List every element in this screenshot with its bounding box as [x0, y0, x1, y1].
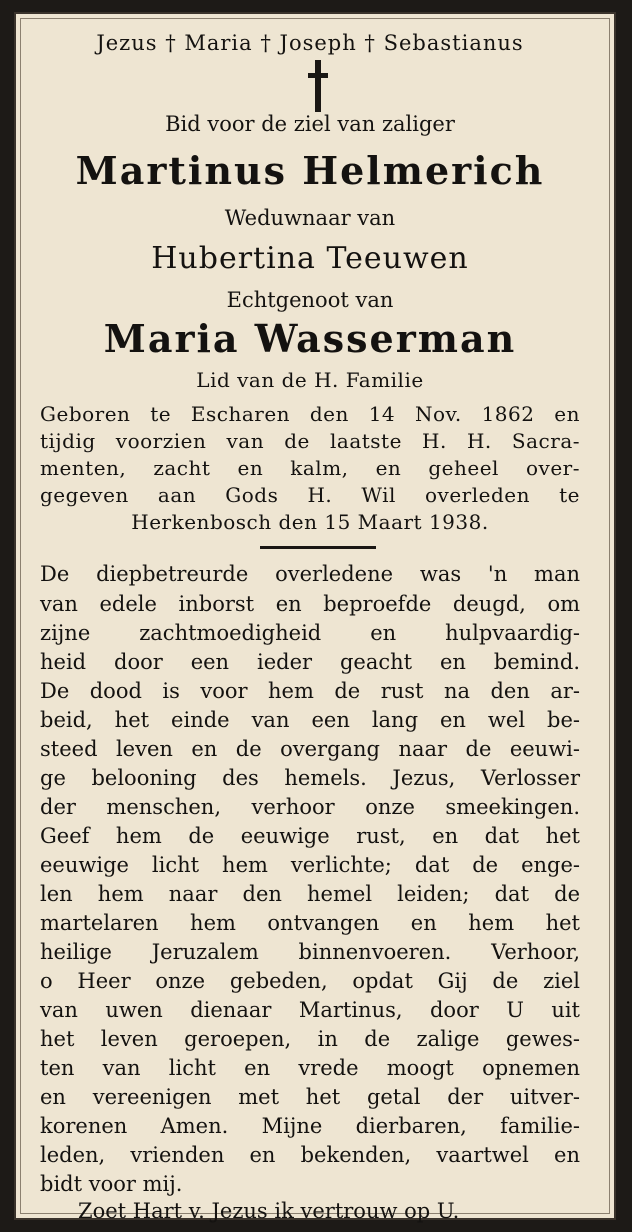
- body-line: steed leven en de overgang naar de eeuwi-: [40, 737, 580, 761]
- body-line: heilige Jeruzalem binnenvoeren. Verhoor,: [40, 940, 580, 964]
- body-line: len hem naar den hemel leiden; dat de: [40, 882, 580, 906]
- body-line: van uwen dienaar Martinus, door U uit: [40, 998, 580, 1022]
- cross-icon: [308, 60, 328, 118]
- body-line: heid door een ieder geacht en bemind.: [40, 650, 580, 674]
- widower-label: Weduwnaar van: [224, 206, 396, 230]
- bio-line: Herkenbosch den 15 Maart 1938.: [131, 510, 489, 534]
- body-line: bidt voor mij.: [40, 1172, 183, 1196]
- prayer-request: Bid voor de ziel van zaliger: [165, 112, 455, 136]
- closing-line: Zoet Hart v. Jezus ik vertrouw op U.: [78, 1199, 460, 1223]
- membership: Lid van de H. Familie: [196, 368, 424, 392]
- body-line: het leven geroepen, in de zalige gewes-: [40, 1027, 580, 1051]
- body-line: o Heer onze gebeden, opdat Gij de ziel: [40, 969, 580, 993]
- body-line: eeuwige licht hem verlichte; dat de enge-: [40, 853, 580, 877]
- body-line: beid, het einde van een lang en wel be-: [40, 708, 580, 732]
- body-line: van edele inborst en beproefde deugd, om: [40, 592, 580, 616]
- body-line: De diepbetreurde overledene was 'n man: [40, 562, 580, 586]
- divider: [260, 546, 376, 549]
- second-wife-name: Maria Wasserman: [103, 316, 517, 361]
- spouse-label: Echtgenoot van: [226, 288, 394, 312]
- bio-line: menten, zacht en kalm, en geheel over-: [40, 456, 580, 480]
- bio-line: Geboren te Escharen den 14 Nov. 1862 en: [40, 402, 580, 426]
- body-line: De dood is voor hem de rust na den ar-: [40, 679, 580, 703]
- bio-line: tijdig voorzien van de laatste H. H. Sacra-: [40, 429, 580, 453]
- body-line: der menschen, verhoor onze smeekingen.: [40, 795, 580, 819]
- first-wife-name: Hubertina Teeuwen: [151, 241, 469, 276]
- body-line: leden, vrienden en bekenden, vaartwel en: [40, 1143, 580, 1167]
- body-line: zijne zachtmoedigheid en hulpvaardig-: [40, 621, 580, 645]
- body-line: ten van licht en vrede moogt opnemen: [40, 1056, 580, 1080]
- body-line: ge belooning des hemels. Jezus, Verlosser: [40, 766, 580, 790]
- body-line: martelaren hem ontvangen en hem het: [40, 911, 580, 935]
- body-line: korenen Amen. Mijne dierbaren, familie-: [40, 1114, 580, 1138]
- bio-line: gegeven aan Gods H. Wil overleden te: [40, 483, 580, 507]
- body-line: en vereenigen met het getal der uitver-: [40, 1085, 580, 1109]
- body-line: Geef hem de eeuwige rust, en dat het: [40, 824, 580, 848]
- sacred-names-header: Jezus † Maria † Joseph † Sebastianus: [96, 31, 524, 55]
- deceased-name: Martinus Helmerich: [75, 148, 545, 193]
